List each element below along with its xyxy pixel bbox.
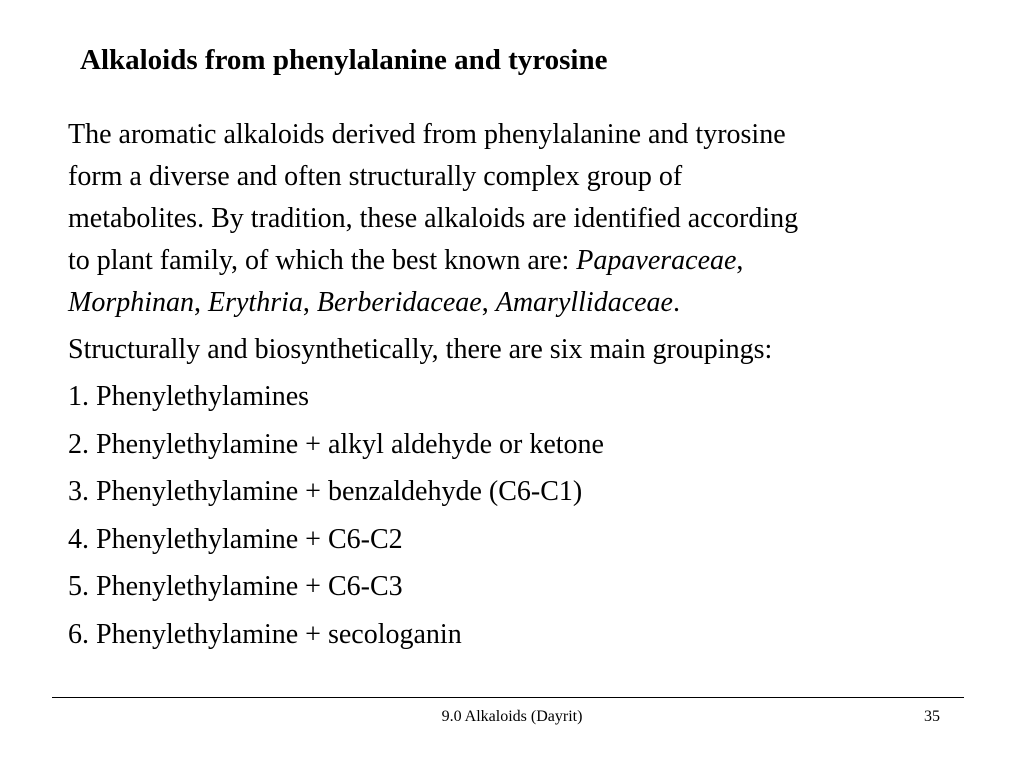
family-erythria: Erythria <box>208 287 303 318</box>
footer-caption: 9.0 Alkaloids (Dayrit) <box>441 708 583 725</box>
grouping-item-2: 2. Phenylethylamine + alkyl aldehyde or ketone <box>68 428 604 460</box>
grouping-item-5: 5. Phenylethylamine + C6-C3 <box>68 571 403 602</box>
grouping-item-4: 4. Phenylethylamine + C6-C2 <box>68 523 403 555</box>
family-amaryllidaceae: Amaryllidaceae <box>495 287 673 318</box>
intro-line-5 <box>68 282 968 324</box>
intro-line-4-text: to plant family, of which the best known are: <box>68 245 577 276</box>
family-separator: , <box>736 245 744 276</box>
family-berberidaceae: Berberidaceae <box>316 287 482 318</box>
grouping-item-6: 6. Phenylethylamine + secologanin <box>68 618 462 650</box>
groupings-label: Structurally and biosynthetically, there are six main groupings: <box>68 334 773 365</box>
groupings-list <box>68 376 968 661</box>
grouping-item-1: 1. Phenylethylamines <box>68 381 310 412</box>
family-papaveraceae: Papaveraceae <box>576 245 737 276</box>
page-number: 35 <box>924 708 940 725</box>
slide-title: Alkaloids from phenylalanine and tyrosine <box>80 44 608 76</box>
footer-divider <box>52 697 964 698</box>
family-separator: , <box>481 287 496 318</box>
intro-line-3: metabolites. By tradition, these alkaloids are identified according <box>68 203 799 234</box>
intro-line-4 <box>68 240 968 282</box>
intro-line-2: form a diverse and often structurally complex group of <box>68 161 683 192</box>
intro-line-1: The aromatic alkaloids derived from phenylalanine and tyrosine <box>68 119 786 150</box>
slide-body <box>68 114 968 661</box>
intro-paragraph <box>68 114 968 324</box>
family-morphinan: Morphinan <box>68 287 194 318</box>
intro-terminator: . <box>673 287 680 318</box>
family-separator: , <box>302 287 317 318</box>
family-separator: , <box>194 287 208 318</box>
grouping-item-3: 3. Phenylethylamine + benzaldehyde (C6-C1) <box>68 476 583 507</box>
